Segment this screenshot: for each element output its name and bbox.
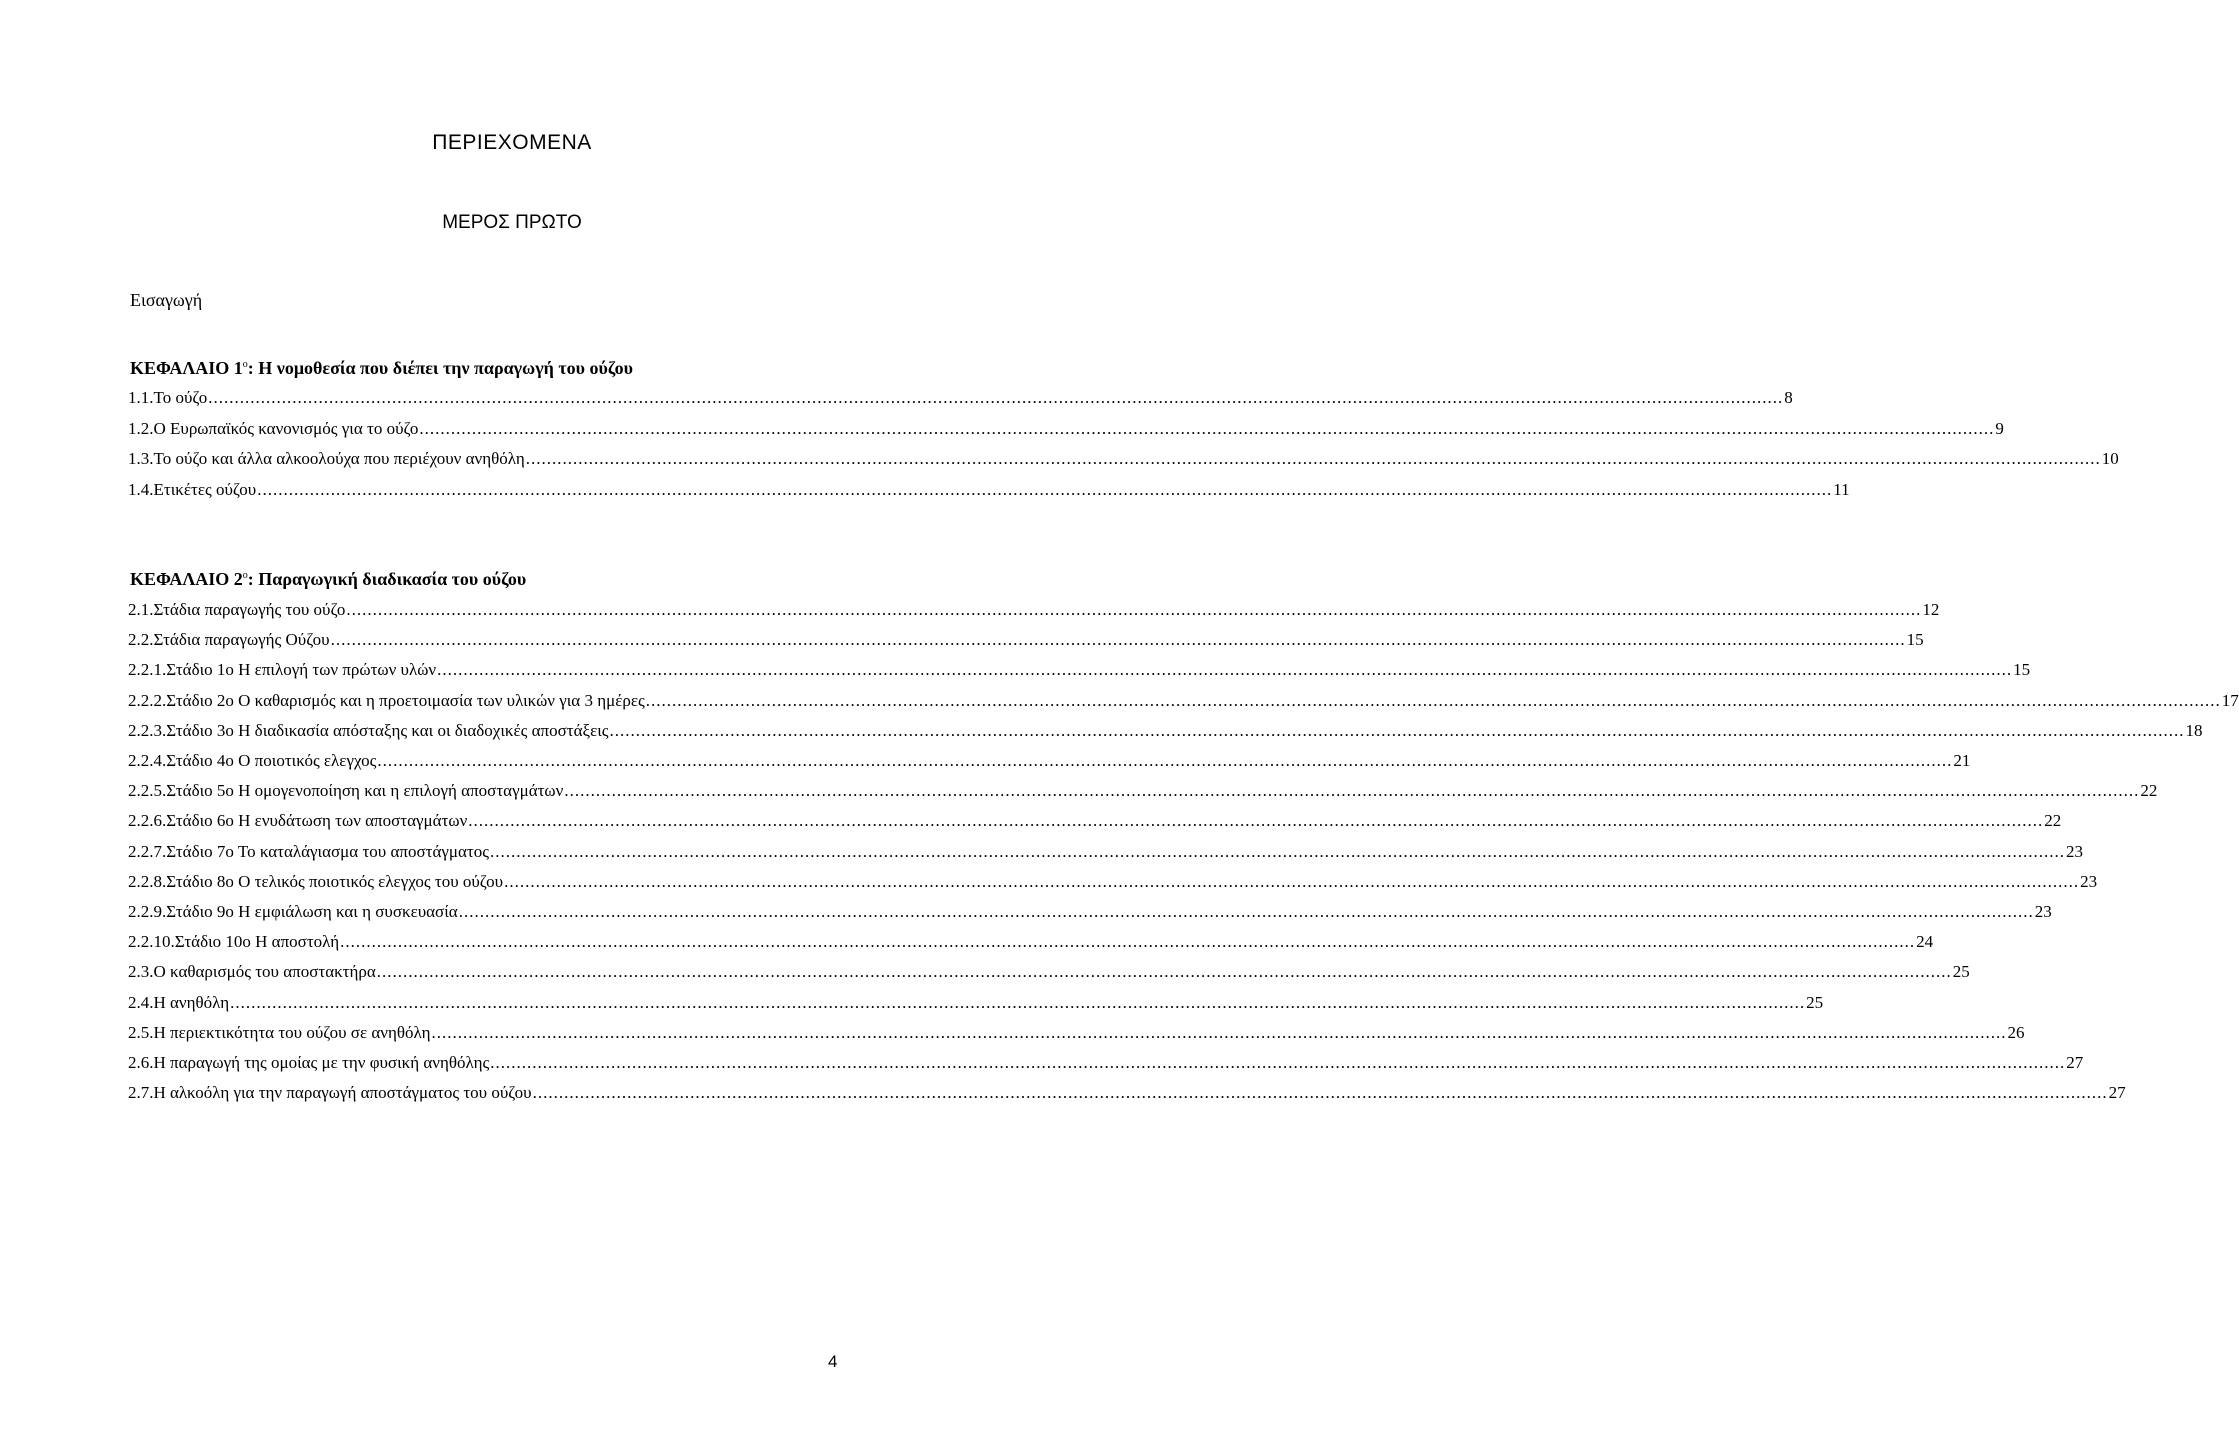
toc-entry-number: 2.2.8. <box>128 871 167 891</box>
toc-entry <box>128 658 2031 680</box>
toc-entry-number: 2.4. <box>128 992 154 1012</box>
toc-leader-dots: ............................................................................................................................................................................................................................................................................................................ <box>490 1053 2066 1072</box>
toc-leader-dots: ............................................................................................................................................................................................................................................................................................................ <box>330 630 1906 650</box>
toc-entry-number: 2.7. <box>128 1083 154 1103</box>
toc-entry-number: 2.3. <box>128 962 154 982</box>
toc-entry-label: Ετικέτες ούζου <box>153 479 257 499</box>
toc-leader-dots: ............................................................................................................................................................................................................................................................................................................ <box>346 600 1922 619</box>
toc-entry-number: 2.2.9. <box>128 902 167 921</box>
toc-entry-label: Στάδιο 8ο Ο τελικός ποιοτικός ελεγχος του ούζου <box>166 871 504 891</box>
toc-entry-label: Ο καθαρισμός του αποστακτήρα <box>153 962 376 982</box>
toc-entry-page: 23 <box>2034 902 2052 921</box>
toc-entry-page: 25 <box>1952 962 1970 982</box>
page-title: ΠΕΡΙΕΧΟΜΕΝΑ <box>432 131 592 154</box>
chapter-1-title: : Η νομοθεσία που διέπει την παραγωγή του ούζου <box>247 358 633 378</box>
toc-entry <box>128 960 1970 982</box>
toc-entry-page: 15 <box>2013 660 2031 680</box>
toc-entry-label: Η ανηθόλη <box>153 992 230 1012</box>
toc-leader-dots: ............................................................................................................................................................................................................................................................................................................ <box>489 841 2065 861</box>
toc-entry-page: 17 <box>2221 690 2239 710</box>
toc-entry-label: Στάδιο 6ο Η ενυδάτωση των αποσταγμάτων <box>166 811 468 831</box>
toc-entry-label: Η παραγωγή της ομοίας με την φυσική ανηθόλης <box>153 1053 490 1072</box>
toc-entry <box>128 447 2119 469</box>
toc-entry-number: 1.3. <box>128 449 154 468</box>
toc-entry-page: 15 <box>1906 630 1924 650</box>
toc-entry-page: 26 <box>2007 1022 2025 1042</box>
chapter-2-title: : Παραγωγική διαδικασία του ούζου <box>247 569 527 589</box>
toc-entry <box>128 478 1850 500</box>
toc-entry-label: Στάδιο 4ο Ο ποιοτικός ελεγχος <box>166 751 377 770</box>
chapter-2-heading <box>130 569 526 590</box>
toc-entry-label: Στάδιο 3ο Η διαδικασία απόσταξης και οι διαδοχικές αποστάξεις <box>166 720 609 740</box>
toc-entry-label: Στάδιο 10ο Η αποστολή <box>174 932 340 952</box>
toc-entry <box>128 930 1934 952</box>
toc-leader-dots: ............................................................................................................................................................................................................................................................................................................ <box>208 388 1784 407</box>
toc-leader-dots: ............................................................................................................................................................................................................................................................................................................ <box>532 1083 2108 1103</box>
toc-entry-page: 22 <box>2140 781 2158 801</box>
chapter-2-prefix: ΚΕΦΑΛΑΙΟ 2 <box>130 569 243 589</box>
toc-entry-number: 2.6. <box>128 1053 154 1072</box>
toc-leader-dots: ............................................................................................................................................................................................................................................................................................................ <box>458 902 2034 921</box>
toc-entry-label: Στάδια παραγωγής του ούζο <box>153 600 346 619</box>
toc-entry-page: 25 <box>1806 992 1824 1012</box>
toc-leader-dots: ............................................................................................................................................................................................................................................................................................................ <box>437 660 2013 680</box>
toc-entry <box>128 900 2052 922</box>
toc-entry-number: 2.5. <box>128 1022 154 1042</box>
toc-leader-dots: ............................................................................................................................................................................................................................................................................................................ <box>468 811 2044 831</box>
toc-introduction: Εισαγωγή <box>130 290 203 310</box>
toc-entry <box>128 779 2158 801</box>
toc-entry-page: 23 <box>2065 841 2083 861</box>
toc-entry-label: Στάδια παραγωγής Ούζου <box>153 630 330 650</box>
toc-entry-number: 2.2.6. <box>128 811 167 831</box>
toc-entry-page: 18 <box>2185 720 2203 740</box>
toc-leader-dots: ............................................................................................................................................................................................................................................................................................................ <box>525 449 2101 468</box>
toc-entry-number: 2.1. <box>128 600 154 619</box>
toc-entry-page: 12 <box>1922 600 1940 619</box>
toc-entry <box>128 598 1940 620</box>
toc-leader-dots: ............................................................................................................................................................................................................................................................................................................ <box>504 871 2080 891</box>
toc-entry <box>128 1051 2084 1073</box>
toc-entry-page: 27 <box>2108 1083 2126 1103</box>
toc-entry-number: 2.2.4. <box>128 751 167 770</box>
toc-entry <box>128 417 2004 439</box>
toc-entry-number: 2.2.7. <box>128 841 167 861</box>
chapter-1-prefix: ΚΕΦΑΛΑΙΟ 1 <box>130 358 243 378</box>
toc-entry-page: 8 <box>1784 388 1793 407</box>
toc-entry <box>128 991 1824 1013</box>
toc-entry <box>128 628 1924 650</box>
toc-entry-label: Στάδιο 7ο Το καταλάγιασμα του αποστάγματος <box>166 841 489 861</box>
toc-entry-number: 2.2. <box>128 630 154 650</box>
toc-entry-number: 2.2.10. <box>128 932 175 952</box>
toc-entry <box>128 689 2239 711</box>
toc-entry-page: 22 <box>2044 811 2062 831</box>
toc-entry-label: Το ούζο και άλλα αλκοολούχα που περιέχουν ανηθόλη <box>153 449 525 468</box>
toc-leader-dots: ............................................................................................................................................................................................................................................................................................................ <box>376 962 1952 982</box>
toc-entry-number: 1.2. <box>128 418 154 438</box>
toc-entry <box>128 719 2203 741</box>
toc-entry-number: 2.2.1. <box>128 660 167 680</box>
toc-entry-label: Η αλκοόλη για την παραγωγή αποστάγματος του ούζου <box>153 1083 532 1103</box>
toc-entry-label: Στάδιο 9ο Η εμφιάλωση και η συσκευασία <box>166 902 458 921</box>
toc-entry <box>128 840 2083 862</box>
toc-entry <box>128 1021 2025 1043</box>
toc-entry-page: 23 <box>2080 871 2098 891</box>
toc-entry-page: 21 <box>1953 751 1971 770</box>
toc-leader-dots: ............................................................................................................................................................................................................................................................................................................ <box>645 690 2221 710</box>
toc-entry-label: Στάδιο 2ο Ο καθαρισμός και η προετοιμασία των υλικών για 3 ημέρες <box>166 690 645 710</box>
toc-leader-dots: ............................................................................................................................................................................................................................................................................................................ <box>230 992 1806 1012</box>
toc-entry-label: Το ούζο <box>153 388 208 407</box>
toc-entry-page: 9 <box>1995 418 2004 438</box>
toc-entry-label: Στάδιο 1ο Η επιλογή των πρώτων υλών <box>166 660 437 680</box>
chapter-1-sup: ο <box>242 359 248 370</box>
toc-entry-page: 10 <box>2101 449 2119 468</box>
toc-entry <box>128 1081 2126 1103</box>
page-number: 4 <box>828 1352 838 1371</box>
toc-leader-dots: ............................................................................................................................................................................................................................................................................................................ <box>564 781 2140 801</box>
toc-leader-dots: ............................................................................................................................................................................................................................................................................................................ <box>377 751 1953 770</box>
toc-entry-number: 2.2.3. <box>128 720 167 740</box>
toc-entry-label: Η περιεκτικότητα του ούζου σε ανηθόλη <box>153 1022 431 1042</box>
toc-entry <box>128 386 1793 408</box>
toc-entry <box>128 870 2098 892</box>
part-title: ΜΕΡΟΣ ΠΡΩΤΟ <box>442 212 582 233</box>
toc-leader-dots: ............................................................................................................................................................................................................................................................................................................ <box>431 1022 2007 1042</box>
toc-entry-number: 1.4. <box>128 479 154 499</box>
chapter-1-heading <box>130 358 633 379</box>
toc-entry <box>128 809 2062 831</box>
toc-entry-number: 1.1. <box>128 388 154 407</box>
toc-leader-dots: ............................................................................................................................................................................................................................................................................................................ <box>609 720 2185 740</box>
toc-entry-page: 24 <box>1916 932 1934 952</box>
toc-leader-dots: ............................................................................................................................................................................................................................................................................................................ <box>340 932 1916 952</box>
toc-leader-dots: ............................................................................................................................................................................................................................................................................................................ <box>419 418 1995 438</box>
toc-leader-dots: ............................................................................................................................................................................................................................................................................................................ <box>257 479 1833 499</box>
toc-entry-page: 27 <box>2066 1053 2084 1072</box>
toc-entry-number: 2.2.5. <box>128 781 167 801</box>
chapter-2-sup: ο <box>242 570 248 581</box>
toc-entry <box>128 749 1971 771</box>
toc-entry-label: Ο Ευρωπαϊκός κανονισμός για το ούζο <box>153 418 419 438</box>
toc-entry-page: 11 <box>1833 479 1850 499</box>
toc-entry-number: 2.2.2. <box>128 690 167 710</box>
toc-entry-label: Στάδιο 5ο Η ομογενοποίηση και η επιλογή αποσταγμάτων <box>166 781 564 801</box>
